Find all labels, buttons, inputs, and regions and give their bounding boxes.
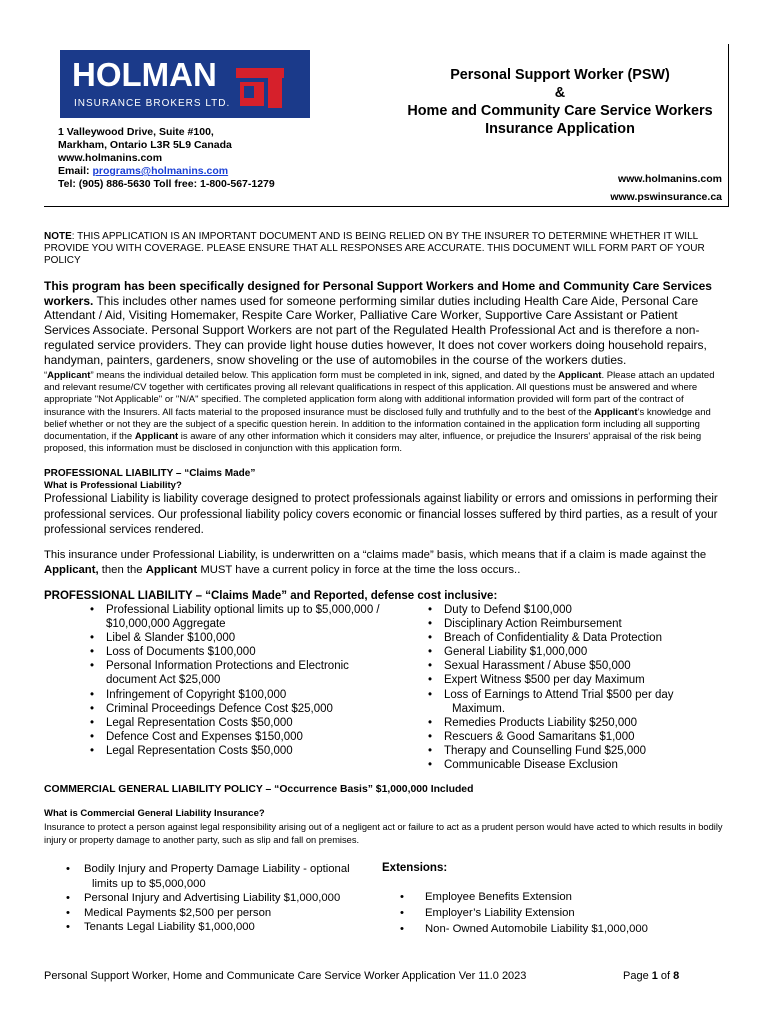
list-item: • Non- Owned Automobile Liability $1,000,000: [400, 921, 648, 937]
list-item-continued: document Act $25,000: [106, 674, 221, 687]
address-line: 1 Valleywood Drive, Suite #100,: [58, 126, 214, 138]
pl-coverage-list-left: [88, 603, 408, 758]
applicant-term: Applicant: [134, 431, 179, 443]
extensions-list: [400, 889, 648, 937]
page-label: Page: [623, 970, 652, 982]
applicant-term: Applicant,: [44, 564, 99, 576]
applicant-text: ” means the individual detailed below. This application form must be completed in ink, signed, and dated by the: [90, 370, 559, 381]
claims-text: MUST have a current policy in force at the time the loss occurs..: [197, 564, 521, 576]
total-pages: 8: [673, 970, 680, 982]
address-line: Markham, Ontario L3R 5L9 Canada: [58, 139, 232, 151]
list-item: • Medical Payments $2,500 per person: [64, 906, 350, 921]
claims-made-paragraph: [44, 548, 726, 578]
title-line: Insurance Application: [485, 121, 635, 137]
email-line: [58, 165, 275, 178]
list-item: • Duty to Defend $100,000: [426, 603, 726, 617]
website-links: [610, 170, 722, 206]
list-item: • Infringement of Copyright $100,000: [88, 688, 408, 702]
cgl-coverage-list: [64, 862, 350, 935]
program-text: This includes other names used for someone performing similar duties including Health Care Aide, Personal Care Attendant / Aid, Visiting Homemaker, Respite Care Worker, Palliative Care Worker, Supportive Care Assistant or Patient Services Associate. Personal Support Workers are not part of the Regulated Health Professional Act and is therefore a non-regulated service providers. They can provide light house duties however, It does not cover workers doing household repairs, handyman, painters, gardeners, snow shoveling or the use of automobiles in the course of the workers duties.: [44, 293, 707, 367]
list-item: • Remedies Products Liability $250,000: [426, 716, 726, 730]
applicant-term: Applicant: [594, 406, 638, 418]
list-item: • Rescuers & Good Samaritans $1,000: [426, 730, 726, 744]
list-item: • Communicable Disease Exclusion: [426, 758, 726, 772]
footer-text: Personal Support Worker, Home and Communicate Care Service Worker Application Ver 11.0 2023: [44, 970, 527, 982]
address-block: [58, 126, 275, 191]
program-bold: This program has been specifically designed for Personal Support Workers and Home and Community Care Services workers.: [44, 279, 712, 308]
list-item: • Legal Representation Costs $50,000: [88, 744, 408, 758]
logo-subtitle: INSURANCE BROKERS LTD.: [74, 98, 231, 109]
applicant-text: is aware of any other information which it considers may alter, influence, or prejudice the Insurers' appraisal of the risk being proposed, this information must be disclosed in conjunction with this application form.: [44, 431, 702, 455]
quote-mark: “: [44, 370, 48, 381]
holman-logo: [60, 50, 310, 118]
list-item: • Sexual Harassment / Abuse $50,000: [426, 659, 726, 673]
pl-coverage-list-right: [426, 603, 726, 772]
extensions-heading: Extensions:: [382, 862, 448, 874]
document-title: [394, 66, 726, 138]
website-line: www.holmanins.com: [58, 152, 163, 164]
page-number: [623, 970, 679, 982]
list-item: • Defence Cost and Expenses $150,000: [88, 730, 408, 744]
email-label: Email:: [58, 165, 93, 177]
note-text: : THIS APPLICATION IS AN IMPORTANT DOCUMENT AND IS BEING RELIED ON BY THE INSURER TO DETERMINE WHETHER IT WILL PROVIDE YOU WITH COVERAGE. PLEASE ENSURE THAT ALL RESPONSES ARE ACCURATE. THIS DOCUMENT WILL FORM PART OF YOUR POLICY: [44, 231, 705, 266]
note-label: NOTE: [44, 231, 72, 242]
list-item: • Loss of Earnings to Attend Trial $500 per day: [426, 688, 726, 702]
applicant-text: . Please attach an updated and relevant resume/CV together with certificates proving all relevant qualifications in respect of this application. All questions must be answered and where appropriate "Not Applicable" or "N/A" specified. The completed application form along with additional information provided will form part of the contract of insurance with the Insurers. All facts material to the proposed insurance must be disclosed fully and truthfully and to the best of the: [44, 370, 715, 418]
list-item: • Breach of Confidentiality & Data Protection: [426, 631, 726, 645]
list-item: • General Liability $1,000,000: [426, 645, 726, 659]
url-pswinsurance: www.pswinsurance.ca: [610, 191, 722, 203]
list-item: • Professional Liability optional limits up to $5,000,000 /: [88, 603, 408, 617]
list-item: • Disciplinary Action Reimbursement: [426, 617, 726, 631]
claims-text: This insurance under Professional Liability, is underwritten on a “claims made” basis, which means that if a claim is made against the: [44, 549, 707, 561]
claims-text: then the: [98, 564, 146, 576]
applicant-definition: [44, 370, 726, 455]
list-item: • Therapy and Counselling Fund $25,000: [426, 744, 726, 758]
applicant-term: Applicant: [145, 564, 198, 576]
cgl-heading: COMMERCIAL GENERAL LIABILITY POLICY – “Occurrence Basis” $1,000,000 Included: [44, 784, 474, 795]
list-item: • Criminal Proceedings Defence Cost $25,000: [88, 702, 408, 716]
cgl-description: Insurance to protect a person against legal responsibility arising out of a negligent act or failure to act as a prudent person would have acted to which results in bodily injury or property damage to another party, such as slip and fall on premises.: [44, 822, 723, 845]
holman-mark-icon: [234, 64, 286, 110]
list-item-continued: Maximum.: [452, 702, 506, 715]
list-item: • Legal Representation Costs $50,000: [88, 716, 408, 730]
list-item: • Employee Benefits Extension: [400, 889, 648, 905]
list-item: • Personal Information Protections and Electronic: [88, 659, 408, 673]
list-item-continued: $10,000,000 Aggregate: [106, 618, 226, 631]
cgl-subheading: What is Commercial General Liability Insurance?: [44, 808, 265, 819]
applicant-text: ’s knowledge and belief whether or not they are the subject of a specific question herein. In addition to the information contained in the application form including all supporting documentation, if the: [44, 406, 711, 443]
program-description: [44, 279, 726, 367]
list-item-continued: limits up to $5,000,000: [92, 877, 206, 890]
pl-list-heading: PROFESSIONAL LIABILITY – “Claims Made” and Reported, defense cost inclusive:: [44, 590, 498, 602]
list-item: • Tenants Legal Liability $1,000,000: [64, 920, 350, 935]
header-box: [44, 44, 729, 207]
list-item: • Employer’s Liability Extension: [400, 905, 648, 921]
list-item: • Expert Witness $500 per day Maximum: [426, 673, 726, 687]
page-of: of: [657, 970, 674, 982]
url-holmanins: www.holmanins.com: [617, 173, 722, 185]
pl-subheading: What is Professional Liability?: [44, 480, 182, 491]
email-link[interactable]: programs@holmanins.com: [92, 165, 229, 177]
title-line: Home and Community Care Service Workers: [407, 103, 713, 119]
title-line: &: [554, 85, 566, 101]
logo-name: HOLMAN: [72, 56, 217, 93]
note-paragraph: [44, 231, 724, 267]
current-page: 1: [651, 970, 658, 982]
phone-line: Tel: (905) 886-5630 Toll free: 1-800-567-1279: [58, 178, 275, 190]
applicant-term: Applicant: [47, 370, 91, 381]
pl-heading: PROFESSIONAL LIABILITY – “Claims Made”: [44, 468, 256, 479]
applicant-term: Applicant: [558, 370, 602, 381]
list-item: • Libel & Slander $100,000: [88, 631, 408, 645]
list-item: • Personal Injury and Advertising Liability $1,000,000: [64, 891, 350, 906]
list-item: • Bodily Injury and Property Damage Liability - optional: [64, 862, 350, 877]
title-line: Personal Support Worker (PSW): [450, 67, 670, 83]
pl-paragraph: Professional Liability is liability coverage designed to protect professionals against liability or errors and omissions in performing their professional services. Our professional liability policy covers economic or financial losses suffered by third parties, as a result of your professional services rendered.: [44, 493, 718, 536]
list-item: • Loss of Documents $100,000: [88, 645, 408, 659]
